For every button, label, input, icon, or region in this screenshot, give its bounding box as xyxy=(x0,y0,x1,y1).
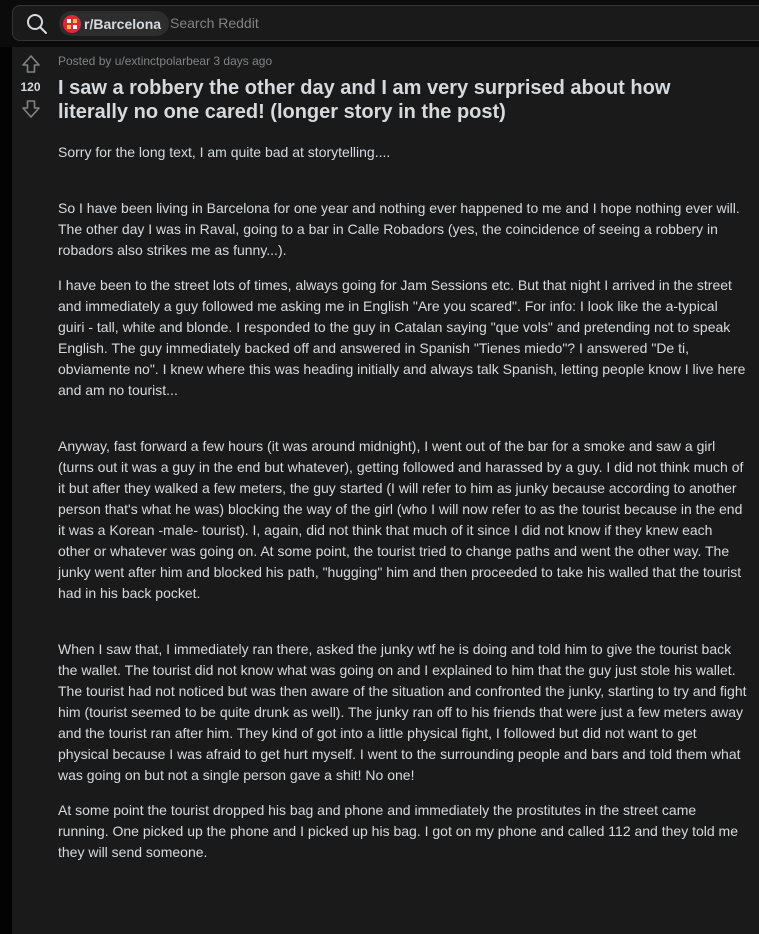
post-meta: Posted by u/extinctpolarbear 3 days ago xyxy=(58,54,273,68)
post-body xyxy=(58,142,748,877)
post-paragraph: So I have been living in Barcelona for one year and nothing ever happened to me and I hope nothing ever will. The other day I was in Raval, going to a bar in Calle Robadors (yes, the coincidence of seeing a robbery in robadors also strikes me as funny...). xyxy=(58,200,740,258)
top-bar xyxy=(0,0,759,47)
search-bar[interactable] xyxy=(12,5,759,41)
search-input[interactable]: Search Reddit xyxy=(170,15,259,31)
post-title: I saw a robbery the other day and I am very surprised about how literally no one cared! (longer story in the post) xyxy=(58,77,671,123)
subreddit-name: r/Barcelona xyxy=(84,15,162,32)
upvote-arrow-icon[interactable] xyxy=(21,54,41,74)
downvote-arrow-icon[interactable] xyxy=(21,99,41,119)
post-card xyxy=(12,47,759,934)
subreddit-chip[interactable] xyxy=(59,11,169,36)
post-paragraph: Sorry for the long text, I am quite bad at storytelling.... xyxy=(58,144,391,160)
post-paragraph: I have been to the street lots of times, always going for Jam Sessions etc. But that night I arrived in the street and immediately a guy followed me asking me in English "Are you scared". For info: I look like the a-typical guiri - tall, white and blonde. I responded to the guy in Catalan saying "que vols" and pretending not to speak English. The guy immediately backed off and answered in Spanish "Tienes miedo"? I answered "De ti, obviamente no". I knew where this was heading initially and always talk Spanish, letting people know I live here and am no tourist... xyxy=(58,277,746,398)
post-paragraph: Anyway, fast forward a few hours (it was around midnight), I went out of the bar for a smoke and saw a girl (turns out it was a guy in the end but whatever), getting followed and harassed by a guy. I did not think much of it but after they walked a few meters, the guy started (I will refer to him as junky because according to another person that's what he was) blocking the way of the girl (who I will now refer to as the tourist because in the end it was a Korean -male- tourist). I, again, did not think that much of it since I did not know if they knew each other or whatever was going on. At some point, the tourist tried to change paths and went the other way. The junky went after him and blocked his path, "hugging" him and then proceeded to take his walled that the tourist had in his back pocket. xyxy=(58,438,744,601)
search-icon xyxy=(26,13,48,35)
vote-score: 120 xyxy=(20,80,41,94)
subreddit-avatar-icon xyxy=(63,15,81,33)
post-paragraph: When I saw that, I immediately ran there, asked the junky wtf he is doing and told him to give the tourist back the wallet. The tourist did not know what was going on and I explained to him that the guy just stole his wallet. The tourist had not noticed but was then aware of the situation and confronted the junky, starting to try and fight him (tourist seemed to be quite drunk as well). The junky ran off to his friends that were just a few meters away and the tourist ran after him. They kind of got into a little physical fight, I followed but did not want to get physical because I was afraid to get hurt myself. I went to the surrounding people and bars and told them what was going on but not a single person gave a shit! No one! xyxy=(58,641,747,783)
post-paragraph: At some point the tourist dropped his bag and phone and immediately the prostitutes in the street came running. One picked up the phone and I picked up his bag. I got on my phone and called 112 and they told me they will send someone. xyxy=(58,802,738,860)
